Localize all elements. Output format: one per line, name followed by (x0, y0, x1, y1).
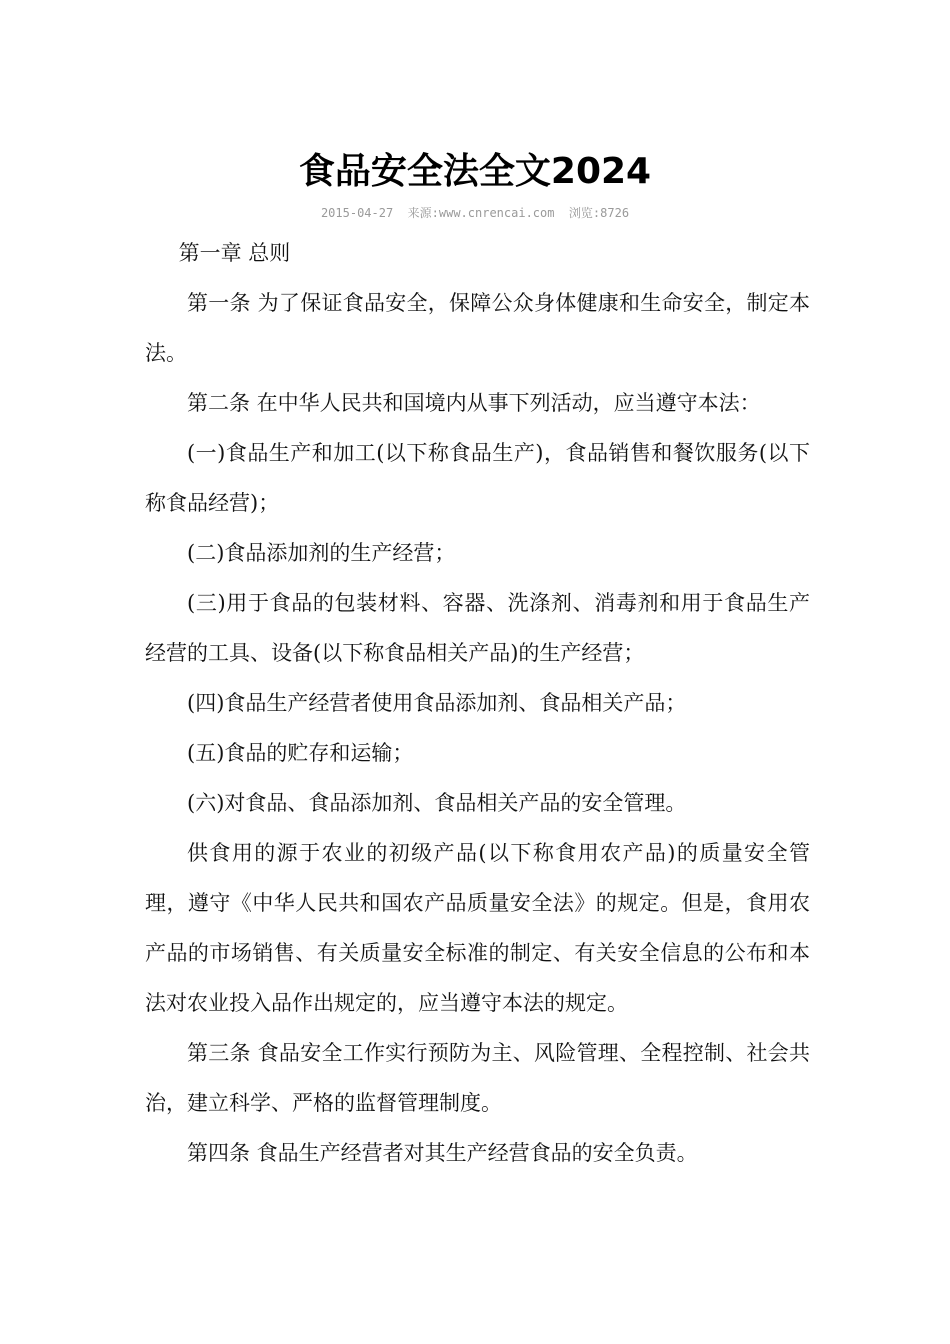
list-item-1: (一)食品生产和加工(以下称食品生产)，食品销售和餐饮服务(以下称食品经营)； (145, 441, 810, 515)
list-item-6: (六)对食品、食品添加剂、食品相关产品的安全管理。 (187, 791, 687, 815)
paragraph-article-1: 第一条 为了保证食品安全，保障公众身体健康和生命安全，制定本法。 (145, 291, 810, 365)
paragraph-article-3: 第三条 食品安全工作实行预防为主、风险管理、全程控制、社会共治，建立科学、严格的监督管理制度。 (145, 1041, 810, 1115)
paragraph-article-4: 第四条 食品生产经营者对其生产经营食品的安全负责。 (187, 1141, 698, 1165)
paragraph-agricultural-products: 供食用的源于农业的初级产品(以下称食用农产品)的质量安全管理，遵守《中华人民共和国农产品质量安全法》的规定。但是，食用农产品的市场销售、有关质量安全标准的制定、有关安全信息的公布和本法对农业投入品作出规定的，应当遵守本法的规定。 (145, 841, 810, 1015)
list-item-4: (四)食品生产经营者使用食品添加剂、食品相关产品； (187, 691, 687, 715)
article-body (145, 228, 810, 1178)
chapter-heading: 第一章 总则 (178, 241, 291, 265)
page-title: 食品安全法全文2024 (298, 151, 652, 192)
list-item-2: (二)食品添加剂的生产经营； (187, 541, 456, 565)
list-item-3: (三)用于食品的包装材料、容器、洗涤剂、消毒剂和用于食品生产经营的工具、设备(以下称食品相关产品)的生产经营； (145, 591, 810, 665)
paragraph-article-2: 第二条 在中华人民共和国境内从事下列活动，应当遵守本法： (187, 391, 761, 415)
list-item-5: (五)食品的贮存和运输； (187, 741, 414, 765)
article-meta: 2015-04-27 来源:www.cnrencai.com 浏览:8726 (320, 206, 630, 220)
